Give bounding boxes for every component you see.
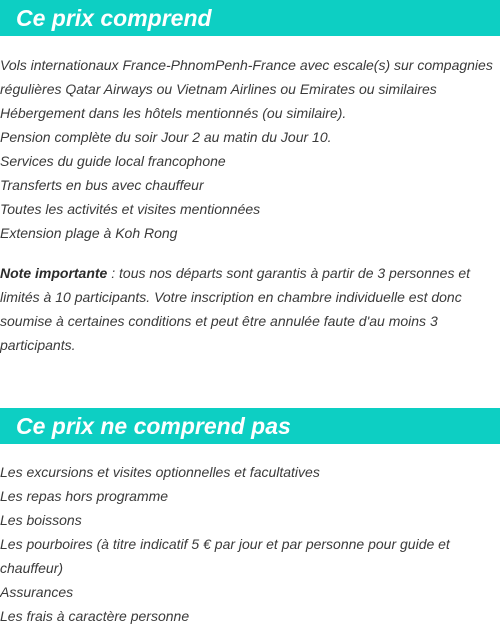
excluded-item: Les excursions et visites optionnelles et facultatives bbox=[0, 464, 320, 480]
included-item: Hébergement dans les hôtels mentionnés (ou similaire). bbox=[0, 105, 347, 121]
excluded-section-header: Ce prix ne comprend pas bbox=[0, 408, 500, 444]
included-section-header: Ce prix comprend bbox=[0, 0, 500, 36]
excluded-item: Les pourboires (à titre indicatif 5 € par jour et par personne pour guide et chauffeur) bbox=[0, 536, 450, 576]
included-item: Pension complète du soir Jour 2 au matin du Jour 10. bbox=[0, 129, 332, 145]
included-items-list bbox=[0, 53, 500, 245]
important-note bbox=[0, 261, 490, 357]
excluded-item: Les frais à caractère personne bbox=[0, 608, 190, 624]
included-item: Services du guide local francophone bbox=[0, 153, 226, 169]
excluded-item: Les boissons bbox=[0, 512, 82, 528]
included-item: Toutes les activités et visites mentionnées bbox=[0, 201, 261, 217]
excluded-item: Assurances bbox=[0, 584, 74, 600]
important-note-label: Note importante bbox=[0, 265, 108, 281]
included-item: Transferts en bus avec chauffeur bbox=[0, 177, 204, 193]
excluded-items-list bbox=[0, 460, 500, 628]
excluded-item: Les repas hors programme bbox=[0, 488, 169, 504]
important-note-text: : tous nos départs sont garantis à partir de 3 personnes et limités à 10 participants. Votre inscription en chambre individuelle est donc soumise à certaines conditions et peut être annulée faute d'au moins 3 participants. bbox=[0, 265, 471, 353]
included-item: Vols internationaux France-PhnomPenh-France avec escale(s) sur compagnies régulières Qatar Airways ou Vietnam Airlines ou Emirates ou similaires bbox=[0, 57, 493, 97]
included-item: Extension plage à Koh Rong bbox=[0, 225, 178, 241]
